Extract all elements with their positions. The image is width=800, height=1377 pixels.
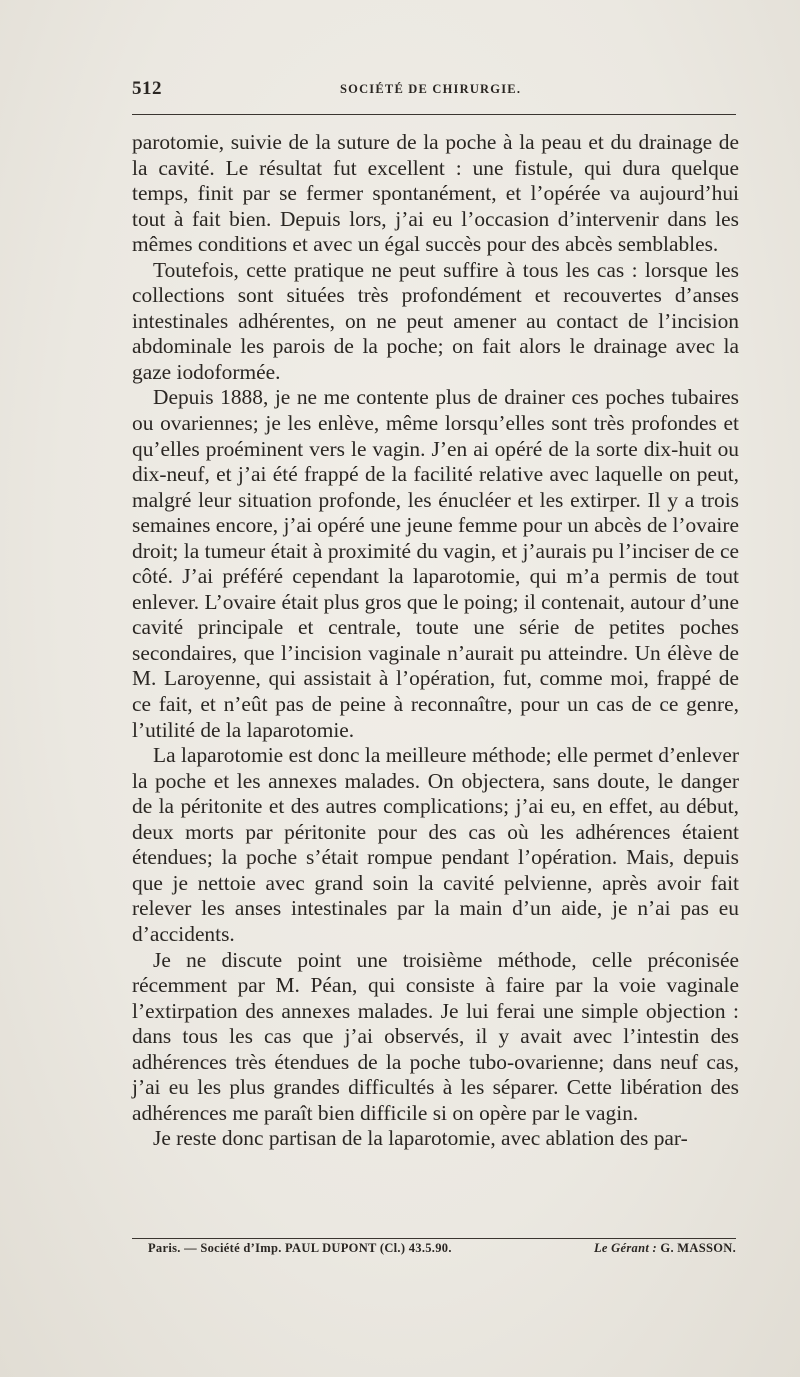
body-text [132, 130, 739, 1152]
header-rule [132, 114, 736, 115]
paragraph-1: parotomie, suivie de la suture de la poche à la peau et du drainage de la cavité. Le résultat fut excellent : une fistule, qui dura quelque temps, finit par se fermer spontanément, et l’opérée va aujourd’hui tout à fait bien. Depuis lors, j’ai eu l’occasion d’intervenir dans les mêmes conditions et avec un égal succès pour des abcès semblables. [132, 130, 739, 257]
page-header [132, 78, 737, 102]
page-footer [148, 1241, 736, 1261]
paragraph-6: Je reste donc partisan de la laparotomie, avec ablation des par- [153, 1126, 688, 1151]
paragraph-2: Toutefois, cette pratique ne peut suffire à tous les cas : lorsque les collections sont situées très profondément et recouvertes d’anses intestinales adhérentes, on ne peut amener au contact de l’incision abdominale les parois de la poche; on fait alors le drainage avec la gaze iodoformée. [132, 257, 739, 384]
page-number: 512 [132, 78, 162, 99]
gerant-label: Le Gérant : [593, 1241, 657, 1255]
footer-rule [132, 1238, 736, 1239]
gerant-name: G. MASSON. [660, 1241, 736, 1255]
printer-imprint: Paris. — Société d’Imp. PAUL DUPONT (Cl.) 43.5.90. [148, 1241, 452, 1255]
paragraph-4: La laparotomie est donc la meilleure méthode; elle permet d’enlever la poche et les annexes malades. On objectera, sans doute, le danger de la péritonite et des autres complications; j’ai eu, en effet, au début, deux morts par péritonite pour des cas où les adhérences étaient étendues; la poche s’était rompue pendant l’opération. Mais, depuis que je nettoie avec grand soin la cavité pelvienne, après avoir fait relever les anses intestinales par la main d’un aide, je n’ai pas eu d’accidents. [132, 743, 739, 946]
running-head: SOCIÉTÉ DE CHIRURGIE. [340, 82, 522, 96]
gerant-credit [594, 1241, 736, 1256]
paragraph-3: Depuis 1888, je ne me contente plus de drainer ces poches tubaires ou ovariennes; je les enlève, même lorsqu’elles sont très profondes et qu’elles proéminent vers le vagin. J’en ai opéré de la sorte dix-huit ou dix-neuf, et j’ai été frappé de la facilité relative avec laquelle on peut, malgré leur situation profonde, les énucléer et les extirper. Il y a trois semaines encore, j’ai opéré une jeune femme pour un abcès de l’ovaire droit; la tumeur était à proximité du vagin, et j’aurais pu l’inciser de ce côté. J’ai préféré cependant la laparotomie, qui m’a permis de tout enlever. L’ovaire était plus gros que le poing; il contenait, autour d’une cavité principale et centrale, toute une série de petites poches secondaires, que l’incision vaginale n’aurait pu atteindre. Un élève de M. Laroyenne, qui assistait à l’opération, fut, comme moi, frappé de ce fait, et n’eût pas de peine à reconnaître, pour un cas de ce genre, l’utilité de la laparotomie. [132, 385, 739, 742]
paragraph-5: Je ne discute point une troisième méthode, celle préconisée récemment par M. Péan, qui consiste à faire par la voie vaginale l’extirpation des annexes malades. Je lui ferai une simple objection : dans tous les cas que j’ai observés, il y avait avec l’intestin des adhérences très étendues de la poche tubo-ovarienne; dans neuf cas, j’ai eu les plus grandes difficultés à les séparer. Cette libération des adhérences me paraît bien difficile si on opère par le vagin. [132, 947, 739, 1125]
